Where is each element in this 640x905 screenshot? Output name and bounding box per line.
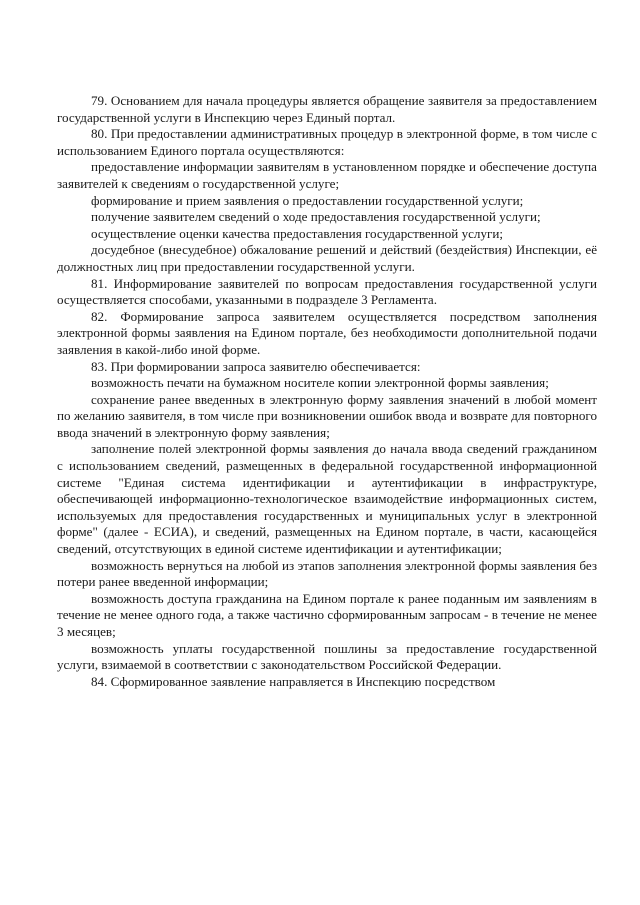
paragraph-82: 82. Формирование запроса заявителем осуществляется посредством заполнения электронной формы заявления на Едином портале, без необходимости дополнительной подачи заявления в какой-либо иной форме. [57, 308, 597, 357]
paragraph-80: 80. При предоставлении административных процедур в электронной форме, в том числе с использованием Единого портала осуществляются: [57, 126, 597, 158]
list-item: досудебное (внесудебное) обжалование решений и действий (бездействия) Инспекции, её должностных лиц при предоставлении государственной услуги. [57, 242, 597, 274]
list-item: возможность вернуться на любой из этапов заполнения электронной формы заявления без потери ранее введенной информации; [57, 557, 597, 590]
list-item: предоставление информации заявителям в установленном порядке и обеспечение доступа заявителей к сведениям о государственной услуге; [57, 159, 597, 191]
list-item: сохранение ранее введенных в электронную форму заявления значений в любой момент по желанию заявителя, в том числе при возникновении ошибок ввода и возврате для повторного ввода значений в электронную форму заявления; [57, 391, 597, 440]
list-item: осуществление оценки качества предоставления государственной услуги; [91, 225, 504, 241]
paragraph-79: 79. Основанием для начала процедуры является обращение заявителя за предоставлением государственной услуги в Инспекцию через Единый портал. [57, 93, 597, 125]
document-body [57, 93, 597, 690]
list-item: возможность печати на бумажном носителе копии электронной формы заявления; [91, 375, 549, 391]
paragraph-81: 81. Информирование заявителей по вопросам предоставления государственной услуги осуществляется способами, указанными в подразделе 3 Регламента. [57, 275, 597, 308]
paragraph-83: 83. При формировании запроса заявителю обеспечивается: [91, 358, 421, 374]
list-item: заполнение полей электронной формы заявления до начала ввода сведений гражданином с использованием сведений, размещенных в федеральной государственной информационной системе "Единая система идентификации и аутентификации в инфраструктуре, обеспечивающей информационно-технологическое взаимодействие информационных систем, используемых для предоставления государственных и муниципальных услуг в электронной форме" (далее - ЕСИА), и сведений, размещенных на Едином портале, в части, касающейся сведений, отсутствующих в единой системе идентификации и аутентификации; [57, 441, 597, 557]
list-item: формирование и прием заявления о предоставлении государственной услуги; [91, 192, 524, 208]
list-item: возможность уплаты государственной пошлины за предоставление государственной услуги, взимаемой в соответствии с законодательством Российской Федерации. [57, 640, 597, 673]
list-item: получение заявителем сведений о ходе предоставления государственной услуги; [91, 209, 541, 225]
list-item: возможность доступа гражданина на Едином портале к ранее поданным им заявлениям в течение не менее одного года, а также частично сформированным запросам - в течение не менее 3 месяцев; [57, 590, 597, 639]
paragraph-84: 84. Сформированное заявление направляется в Инспекцию посредством [91, 673, 496, 689]
